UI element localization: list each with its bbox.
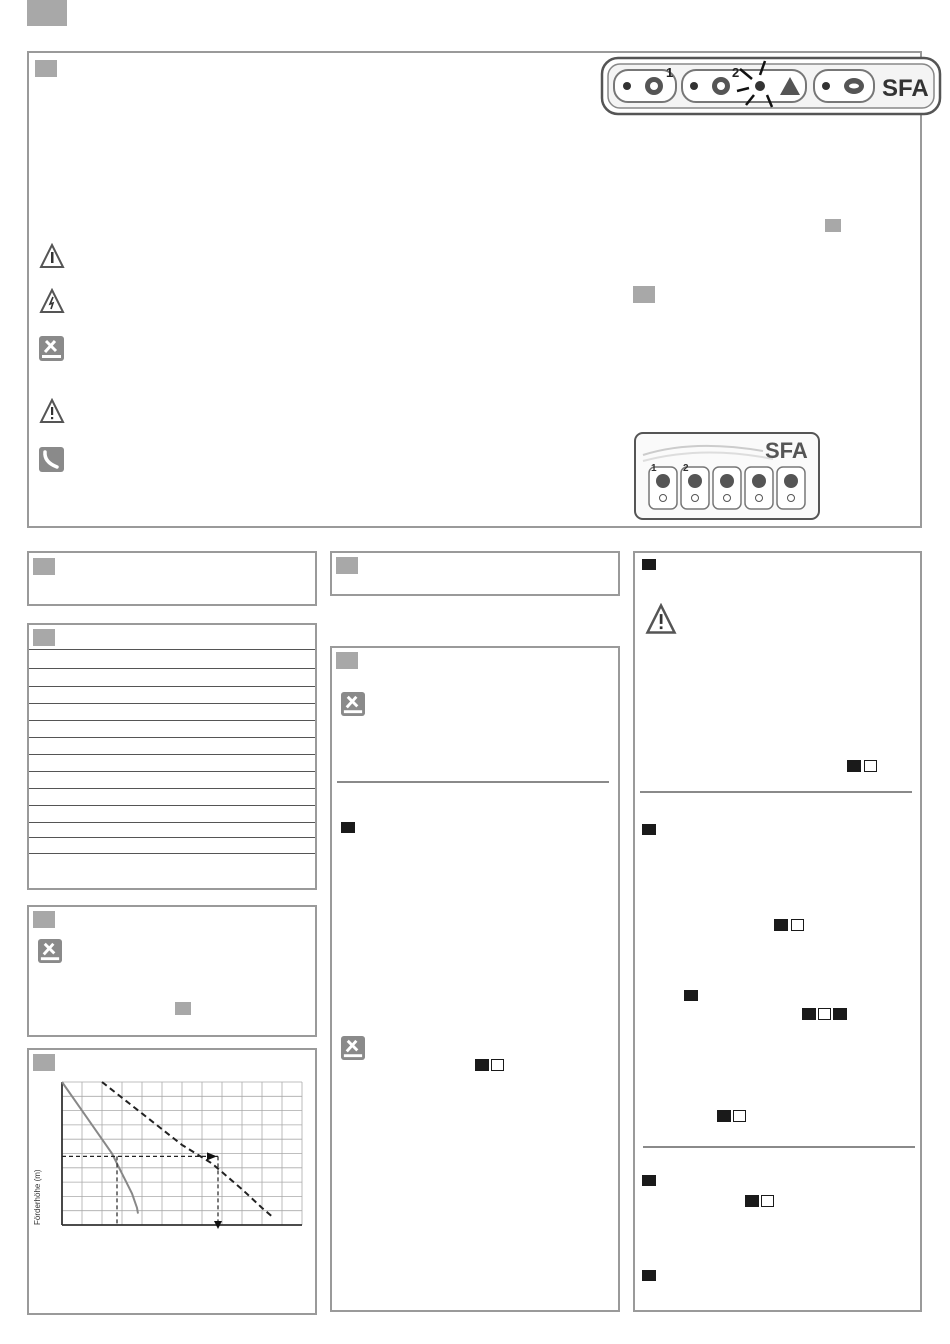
fig-ref-black bbox=[847, 760, 861, 772]
figure-ref-marker bbox=[175, 1002, 191, 1015]
service-icon bbox=[39, 336, 64, 361]
unit-label-1: 1 bbox=[651, 463, 657, 474]
step-marker bbox=[642, 1175, 656, 1186]
info-warning-icon bbox=[39, 243, 65, 269]
panel-brand-label: SFA bbox=[882, 75, 929, 102]
figure-ref-marker bbox=[825, 219, 841, 232]
phone-icon bbox=[39, 447, 64, 472]
fig-ref-black bbox=[774, 919, 788, 931]
section-marker bbox=[336, 652, 358, 669]
caution-icon bbox=[645, 603, 677, 635]
spec-table-box bbox=[27, 623, 317, 890]
table-row-divider bbox=[29, 837, 315, 838]
service-icon bbox=[341, 1036, 365, 1060]
panel-button-label-2: 2 bbox=[732, 65, 740, 80]
middle-box-1 bbox=[330, 551, 620, 596]
service-icon bbox=[341, 692, 365, 716]
middle-box-2 bbox=[330, 646, 620, 1312]
table-row-divider bbox=[29, 853, 315, 854]
pump-curve-chart bbox=[60, 1080, 305, 1230]
fig-ref-white bbox=[818, 1008, 831, 1020]
step-marker bbox=[642, 1270, 656, 1281]
table-row-divider bbox=[29, 737, 315, 738]
fig-ref-white bbox=[791, 919, 804, 931]
fig-ref-black bbox=[717, 1110, 731, 1122]
section-marker bbox=[336, 557, 358, 574]
unit-brand-label: SFA bbox=[765, 438, 808, 463]
table-row-divider bbox=[29, 771, 315, 772]
fig-ref-white bbox=[491, 1059, 504, 1071]
fig-ref-black bbox=[802, 1008, 816, 1020]
table-row-divider bbox=[29, 720, 315, 721]
unit-label-2: 2 bbox=[683, 463, 689, 474]
control-unit-illustration bbox=[633, 431, 821, 521]
subsection-marker bbox=[633, 286, 655, 303]
step-marker bbox=[642, 559, 656, 570]
fig-ref-white bbox=[761, 1195, 774, 1207]
fig-ref-black bbox=[745, 1195, 759, 1207]
step-marker bbox=[341, 822, 355, 833]
service-box bbox=[27, 905, 317, 1037]
table-row-divider bbox=[29, 703, 315, 704]
table-row-divider bbox=[29, 754, 315, 755]
step-marker bbox=[642, 824, 656, 835]
page-number-marker bbox=[27, 0, 67, 26]
caution-icon bbox=[39, 398, 65, 424]
table-row-divider bbox=[29, 668, 315, 669]
section-divider bbox=[643, 1146, 915, 1148]
table-row-divider bbox=[29, 805, 315, 806]
section-marker bbox=[33, 911, 55, 928]
right-box bbox=[633, 551, 922, 1312]
section-marker bbox=[33, 1054, 55, 1071]
electric-hazard-icon bbox=[39, 288, 65, 314]
control-panel-illustration bbox=[600, 55, 945, 117]
left-box-1 bbox=[27, 551, 317, 606]
step-marker bbox=[684, 990, 698, 1001]
table-row-divider bbox=[29, 788, 315, 789]
fig-ref-black bbox=[475, 1059, 489, 1071]
section-divider bbox=[337, 781, 609, 783]
service-icon bbox=[38, 939, 62, 963]
fig-ref-black bbox=[833, 1008, 847, 1020]
section-marker bbox=[33, 558, 55, 575]
fig-ref-white bbox=[733, 1110, 746, 1122]
table-row-divider bbox=[29, 649, 315, 650]
section-marker bbox=[33, 629, 55, 646]
section-marker bbox=[35, 60, 57, 77]
table-row-divider bbox=[29, 822, 315, 823]
panel-button-label-1: 1 bbox=[666, 65, 674, 80]
section-divider bbox=[640, 791, 912, 793]
chart-y-axis-label: Förderhöhe (m) bbox=[33, 1169, 42, 1225]
table-row-divider bbox=[29, 686, 315, 687]
fig-ref-white bbox=[864, 760, 877, 772]
